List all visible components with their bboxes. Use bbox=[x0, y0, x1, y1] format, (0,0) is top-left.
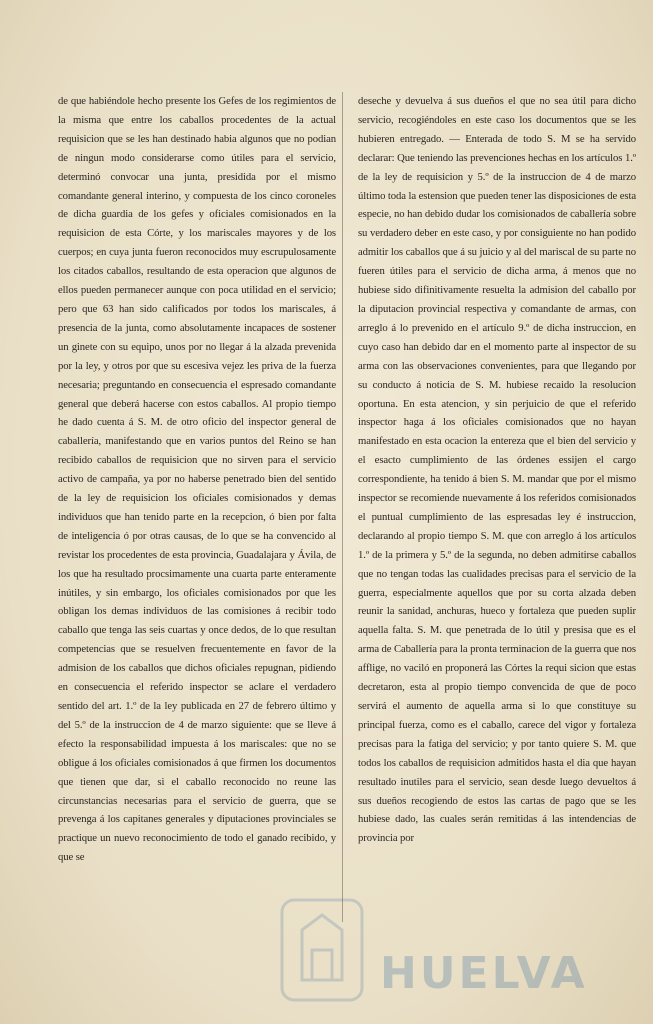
text-column-left bbox=[58, 92, 336, 867]
column-divider bbox=[342, 92, 343, 922]
text-column-right bbox=[358, 92, 636, 848]
right-column-text: deseche y devuelva á sus dueños el que no sea útil para dicho servicio, recogiéndoles en este caso los documentos que se les hubieren entregado. — Enterada de todo S. M se ha servido declarar: Que teniendo las prevenciones hechas en los artículos 1.º de la ley de requisicion y 5.º de la instruccion de 4 de marzo último toda la estension que pueden tener las disposiciones de esta especie, no han debido dudar los comisionados de caballería sobre su verdadero deber en este caso, y por consiguiente no han podido admitir los caballos que á su juicio y al del mariscal de su parte no fueren útiles para el servicio de dicha arma, á menos que no hubiese sido difinitivamente resuelta la admision del caballo por la diputacion provincial respectiva y comandante de armas, con arreglo á lo prevenido en el artículo 9.º de dicha instruccion, en cuyo caso han debido dar en el momento parte al inspector de su arma con las observaciones convenientes, para que llegando por su conducto á noticia de S. M. hubiese recaido la resolucion oportuna. En esta atencion, y sin perjuicio de que el referido inspector haga á los oficiales comisionados que no hayan manifestado en esta ocacion la entereza que el bien del servicio y el esacto cumplimiento de las órdenes essijen el cargo correspondiente, ha tenido á bien S. M. mandar que por el mismo inspector se recomiende nuevamente á los referidos comisionados el puntual cumplimiento de las espresadas ley é instruccion, declarando al propio tiempo S. M. que con arreglo á los artículos 1.º de la primera y 5.º de la segunda, no deben admitirse caballos que no tengan todas las cualidades precisas para el servicio de la guerra, especialmente aquellos que por su corta alzada deben reunir la sanidad, anchuras, hueco y fortaleza que pueden suplir aquella falta. S. M. que penetrada de lo útil y presisa que es el arma de Caballería para la pronta terminacion de la guerra que nos afflige, no vaciló en proponerá las Córtes la requi sicion que estas decretaron, esta al propio tiempo convencida de que de poco servirá el aumento de aquella arma si lo que constituye su principal fuerza, como es el caballo, carece del vigor y fortaleza precisas para la fatiga del servicio; y por tanto quiere S. M. que todos los caballos de requisicion admitidos hasta el dia que hayan resultado inutiles para el servicio, sean desde luego devueltos á sus dueños recogiendo de estos las cartas de pago que se les hubiese dado, las cuales serán remitidas á las intendencias de provincia por bbox=[358, 95, 636, 845]
left-column-text: de que habiéndole hecho presente los Gefes de los regimientos de la misma que entre los caballos procedentes de la actual requisicion que se les han destinado habia algunos que no podian de ningun modo considerarse como útiles para el servicio, determinó convocar una junta, presidida por el mismo comandante general interino, y compuesta de los cinco coroneles de dicha guardia de los gefes y oficiales comisionados en la requisicion de esta Córte, y los mariscales mayores y de los cuerpos; en cuya junta fueron reconocidos muy escrupulosamente los citados caballos, resultando de esta operacion que algunos de ellos pueden permanecer aunque con poca utilidad en el servicio; pero que 63 han sido calificados por todos los mariscales, á presencia de la junta, como absolutamente incapaces de sostener un ginete con su equipo, unos por no llegar á la alzada prevenida por la ley, y otros por que su escesiva vejez les priva de la fuerza necesaria; preguntando en consecuencia el espresado comandante general que deberá hacerse con estos caballos. Al propio tiempo he dado cuenta á S. M. de otro oficio del inspector general de caballería, manifestando que en varios puntos del Reino se han recibido caballos de requisicion que no sirven para el servicio activo de campaña, ya por no haberse penetrado bien del sentido de la ley de requisicion los oficiales comisionados y demas individuos que han tenido parte en la recepcion, ó bien por falta de inteligencia ó por otras causas, de lo que se ha convencido al revistar los procedentes de esta provincia, Guadalajara y Ávila, de los que ha resultado procsimamente una cuarta parte enteramente inútiles, y sin embargo, los oficiales comisionados por que les obligan los demas individuos de las comisiones á recibir todo caballo que tenga las seis cuartas y once dedos, de lo que resultan competencias que se resuelven frecuentemente en favor de la admision de los caballos que dichos oficiales repugnan, pidiendo en consecuencia el referido inspector se aclare el verdadero sentido del art. 1.º de la ley publicada en 27 de febrero último y del 5.º de la instruccion de 4 de marzo siguiente: que se lleve á efecto la responsabilidad impuesta á los mariscales: que no se obligue á los oficiales comisionados á que firmen los documentos que tienen que dar, si el caballo reconocido no reune las circunstancias necesarias para el servicio de guerra, que se prevenga á los capitanes generales y diputaciones provinciales se practique un nuevo reconocimiento de todo el ganado recibido, y que se bbox=[58, 95, 336, 864]
watermark-huelva: HUELVA bbox=[380, 948, 588, 999]
